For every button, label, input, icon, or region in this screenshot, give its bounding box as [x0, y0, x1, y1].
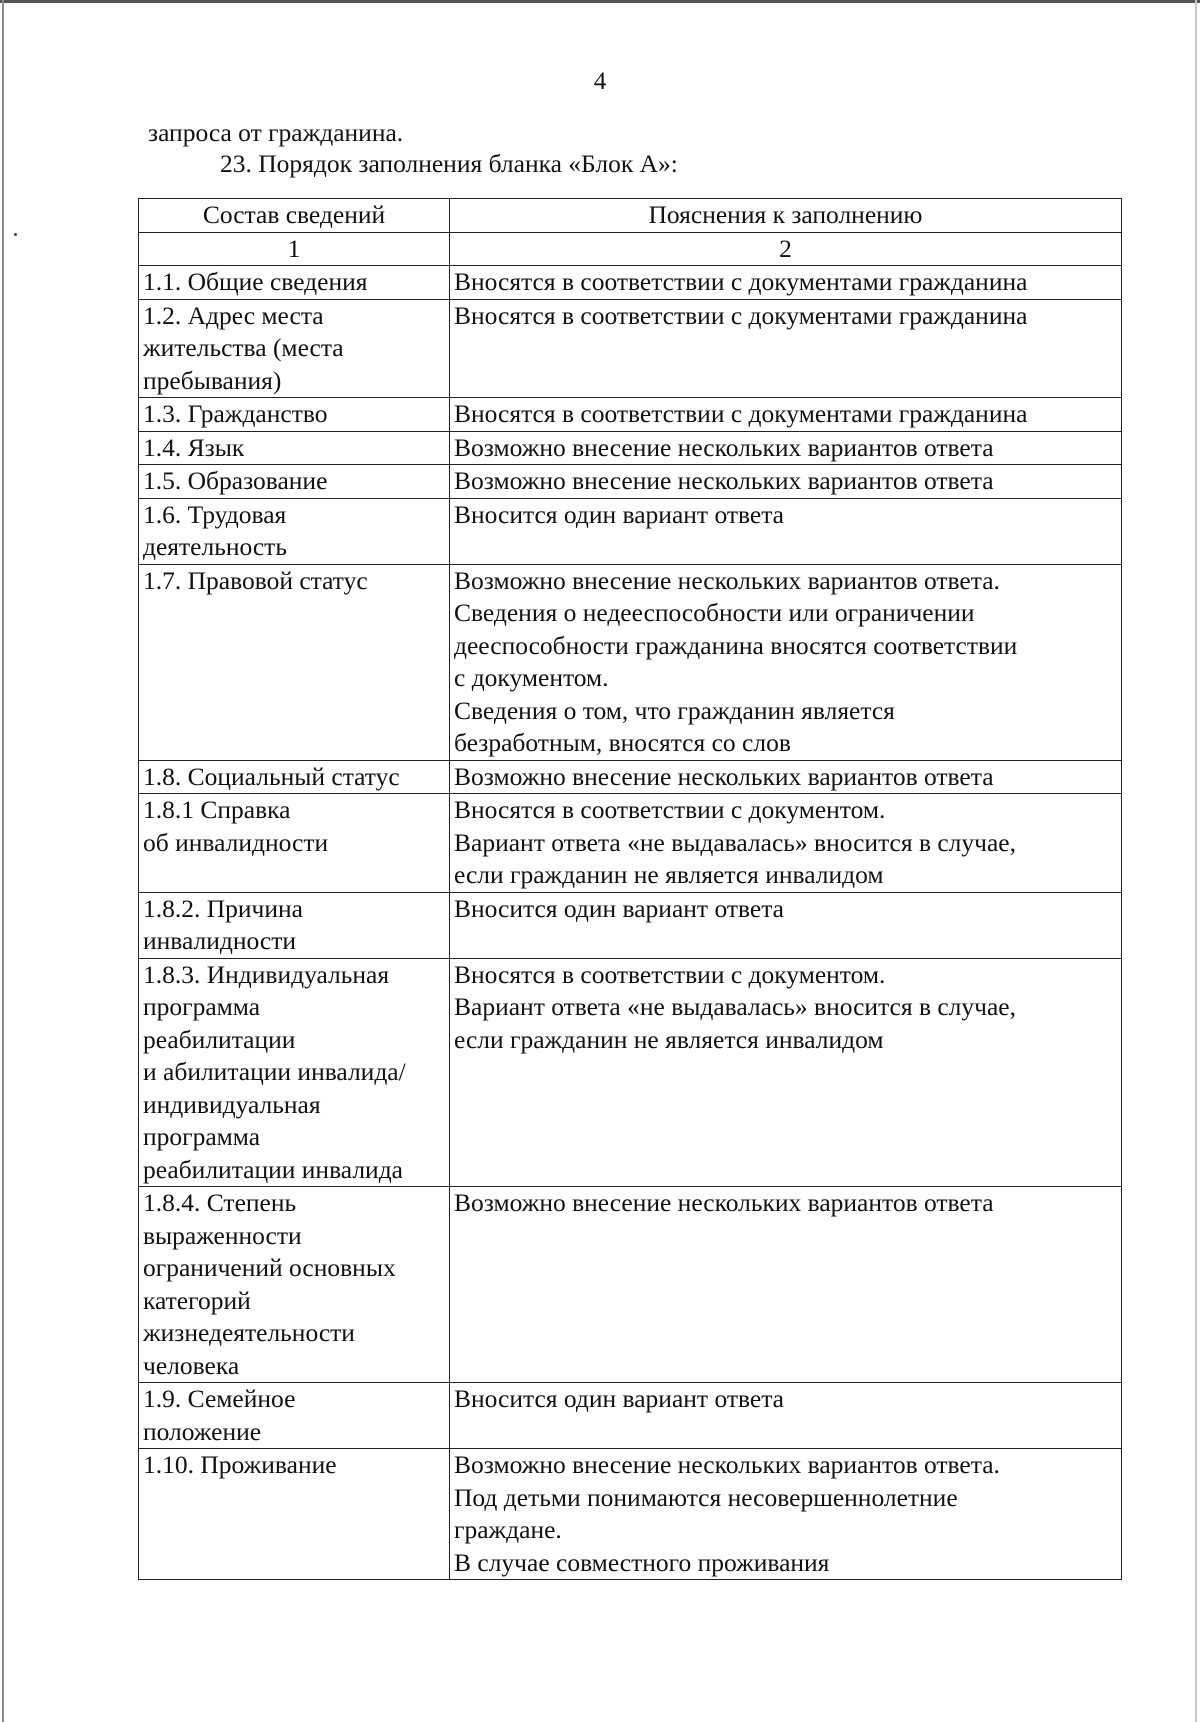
note-line: Вносятся в соответствии с документами гражданина	[454, 399, 1028, 428]
item-line: 1.8.3. Индивидуальная	[143, 959, 390, 989]
row-item-cell	[139, 1187, 450, 1383]
scan-speck	[14, 233, 17, 236]
table-body	[139, 266, 1122, 1580]
scan-edge-right	[1195, 0, 1197, 1722]
item-line: 1.2. Адрес места	[143, 300, 324, 330]
table-header-row	[139, 199, 1122, 233]
item-line: программа	[143, 992, 261, 1021]
item-line: 1.8.1 Справка	[143, 795, 291, 824]
item-line: пребывания)	[143, 365, 282, 395]
section-heading: 23. Порядок заполнения бланка «Блок А»:	[220, 149, 678, 178]
item-line: об инвалидности	[143, 827, 329, 857]
note-line: Возможно внесение нескольких вариантов ответа.	[454, 1450, 1000, 1479]
row-note-cell	[450, 266, 1122, 300]
row-note-cell	[450, 958, 1122, 1187]
note-line: Возможно внесение нескольких вариантов ответа.	[454, 565, 1000, 595]
note-line: если гражданин не является инвалидом	[454, 1024, 884, 1054]
fill-order-table	[138, 198, 1122, 1580]
note-line: Под детьми понимаются несовершеннолетние	[454, 1482, 958, 1512]
row-item-cell	[139, 498, 450, 564]
item-line: и абилитации инвалида/	[143, 1057, 406, 1086]
item-line: 1.4. Язык	[143, 432, 245, 462]
note-line: Сведения о недееспособности или ограничении	[454, 598, 975, 627]
item-line: положение	[143, 1416, 262, 1446]
row-note-cell	[450, 564, 1122, 760]
row-item-cell	[139, 760, 450, 794]
table-row	[139, 1187, 1122, 1383]
item-line: 1.8.2. Причина	[143, 893, 303, 923]
note-line: Вносится один вариант ответа	[454, 1384, 784, 1413]
item-line: 1.9. Семейное	[143, 1384, 296, 1413]
note-line: Вариант ответа «не выдавалась» вносится в случае,	[454, 827, 1016, 857]
note-line: В случае совместного проживания	[454, 1547, 830, 1577]
note-line: граждане.	[454, 1515, 562, 1544]
row-item-cell	[139, 564, 450, 760]
column-number-2: 2	[450, 232, 1122, 266]
item-line: 1.1. Общие сведения	[143, 267, 368, 296]
intro-text	[148, 117, 678, 179]
row-item-cell	[139, 299, 450, 398]
item-line: инвалидности	[143, 926, 297, 955]
row-item-cell	[139, 892, 450, 958]
table-row	[139, 299, 1122, 398]
table-row	[139, 465, 1122, 499]
table-row	[139, 958, 1122, 1187]
table-row	[139, 431, 1122, 465]
note-line: Вносится один вариант ответа	[454, 893, 784, 923]
row-note-cell	[450, 892, 1122, 958]
row-note-cell	[450, 1383, 1122, 1449]
note-line: если гражданин не является инвалидом	[454, 860, 884, 889]
item-line: ограничений основных	[143, 1253, 396, 1282]
item-line: 1.6. Трудовая	[143, 499, 287, 529]
column-number-row	[139, 232, 1122, 266]
note-line: безработным, вносятся со слов	[454, 728, 791, 757]
row-note-cell	[450, 760, 1122, 794]
intro-continuation: запроса от гражданина.	[148, 118, 404, 147]
row-item-cell	[139, 1383, 450, 1449]
table-row	[139, 498, 1122, 564]
row-item-cell	[139, 794, 450, 893]
item-line: человека	[143, 1350, 240, 1380]
page-number: 4	[593, 68, 607, 95]
item-line: 1.8. Социальный статус	[143, 761, 400, 791]
table-row	[139, 398, 1122, 432]
header-composition: Состав сведений	[139, 199, 450, 233]
row-item-cell	[139, 431, 450, 465]
row-item-cell	[139, 266, 450, 300]
scan-edge-left	[2, 0, 4, 1722]
note-line: Возможно внесение нескольких вариантов ответа	[454, 1188, 994, 1217]
row-note-cell	[450, 398, 1122, 432]
note-line: Вносятся в соответствии с документом.	[454, 795, 886, 824]
scan-edge-top	[0, 0, 1200, 3]
table-row	[139, 794, 1122, 893]
row-note-cell	[450, 498, 1122, 564]
item-line: индивидуальная	[143, 1089, 321, 1119]
note-line: Вариант ответа «не выдавалась» вносится в случае,	[454, 992, 1016, 1021]
header-explanations: Пояснения к заполнению	[450, 199, 1122, 233]
column-number-1: 1	[139, 232, 450, 266]
note-line: с документом.	[454, 663, 609, 692]
item-line: программа	[143, 1122, 261, 1151]
item-line: 1.7. Правовой статус	[143, 565, 368, 595]
note-line: Вносятся в соответствии с документами гражданина	[454, 300, 1028, 330]
row-item-cell	[139, 465, 450, 499]
table-row	[139, 564, 1122, 760]
row-note-cell	[450, 299, 1122, 398]
table-row	[139, 1449, 1122, 1580]
item-line: 1.10. Проживание	[143, 1450, 337, 1479]
note-line: Сведения о том, что гражданин является	[454, 695, 895, 725]
row-item-cell	[139, 398, 450, 432]
row-note-cell	[450, 431, 1122, 465]
item-line: деятельность	[143, 532, 287, 561]
item-line: 1.8.4. Степень	[143, 1188, 297, 1217]
table-row	[139, 892, 1122, 958]
row-note-cell	[450, 1449, 1122, 1580]
note-line: Возможно внесение нескольких вариантов ответа	[454, 466, 994, 495]
note-line: Возможно внесение нескольких вариантов ответа	[454, 432, 994, 462]
item-line: реабилитации инвалида	[143, 1154, 403, 1184]
row-note-cell	[450, 794, 1122, 893]
item-line: жизнедеятельности	[143, 1318, 355, 1347]
item-line: категорий	[143, 1285, 251, 1315]
item-line: жительства (места	[143, 333, 344, 362]
note-line: Вносятся в соответствии с документами гражданина	[454, 267, 1028, 296]
table-row	[139, 266, 1122, 300]
row-note-cell	[450, 1187, 1122, 1383]
table-row	[139, 1383, 1122, 1449]
item-line: 1.3. Гражданство	[143, 399, 328, 428]
item-line: реабилитации	[143, 1024, 296, 1054]
note-line: Возможно внесение нескольких вариантов ответа	[454, 761, 994, 791]
table-row	[139, 760, 1122, 794]
note-line: Вносятся в соответствии с документом.	[454, 959, 886, 989]
note-line: Вносится один вариант ответа	[454, 499, 784, 529]
row-item-cell	[139, 1449, 450, 1580]
note-line: дееспособности гражданина вносятся соответствии	[454, 630, 1018, 660]
row-item-cell	[139, 958, 450, 1187]
row-note-cell	[450, 465, 1122, 499]
item-line: выраженности	[143, 1220, 302, 1250]
item-line: 1.5. Образование	[143, 466, 328, 495]
